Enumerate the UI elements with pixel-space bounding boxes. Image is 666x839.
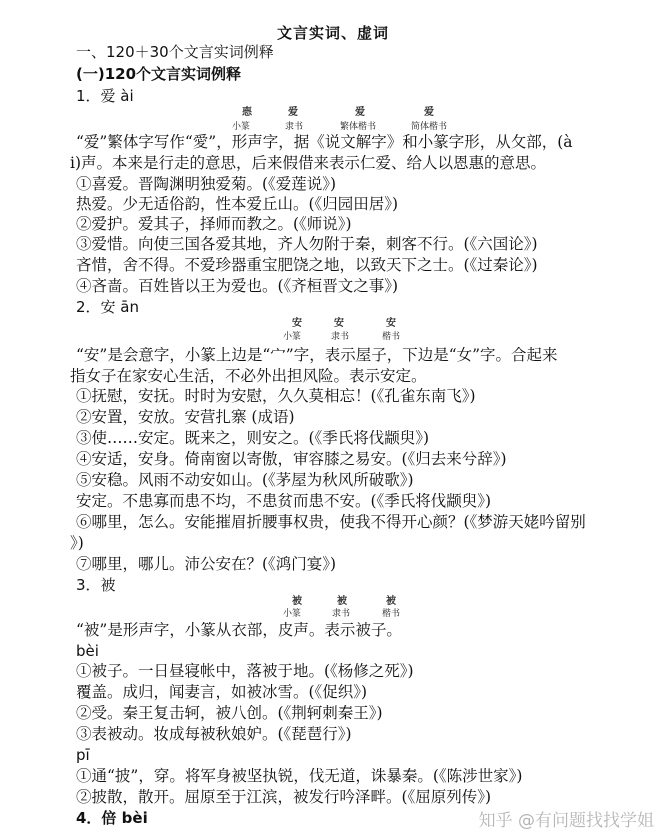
script-caption: 繁体楷书 xyxy=(340,122,377,132)
script-glyph-regular: 被 xyxy=(386,596,396,607)
sense-line: ①通“披”，穿。将军身被坚执锐，伐无道，诛暴秦。(《陈涉世家》) xyxy=(76,767,523,785)
pronunciation: bèi xyxy=(76,642,99,660)
sense-line: 吝惜，舍不得。不爱珍器重宝肥饶之地，以致天下之士。(《过秦论》) xyxy=(76,256,538,274)
entry-intro: “被”是形声字，小篆从衣部，皮声。表示被子。 xyxy=(76,621,402,639)
script-glyph-seal: 安 xyxy=(292,318,302,329)
script-caption: 小篆 xyxy=(283,609,302,619)
sense-line: ①喜爱。晋陶渊明独爱菊。(《爱莲说》) xyxy=(76,175,337,193)
sense-line: 》) xyxy=(70,534,84,552)
pronunciation: pī xyxy=(76,746,90,764)
sense-line: 覆盖。成归，闻妻言，如被冰雪。(《促织》) xyxy=(76,683,368,701)
script-caption: 隶书 xyxy=(331,332,350,342)
sense-line: ⑤安稳。风雨不动安如山。(《茅屋为秋风所破歌》) xyxy=(76,471,414,489)
entry-heading-bei: 3．被 xyxy=(76,576,116,594)
entry-heading-ai: 1．爱 ài xyxy=(76,87,134,105)
document-title: 文言实词、虚词 xyxy=(276,24,389,42)
script-caption: 小篆 xyxy=(232,122,251,132)
script-caption: 小篆 xyxy=(283,332,302,342)
script-glyph-seal: 被 xyxy=(292,596,302,607)
entry-intro: 指女子在家安心生活，不必外出担风险。表示安定。 xyxy=(70,367,427,385)
sense-line: ③使……安定。既来之，则安之。(《季氏将伐颛臾》) xyxy=(76,429,430,447)
entry-intro: i)声。本来是行走的意思，后来假借来表示仁爱、给人以恩惠的意思。 xyxy=(70,154,547,172)
sense-line: ④安适，安身。倚南窗以寄傲，审容膝之易安。(《归去来兮辞》) xyxy=(76,450,507,468)
entry-heading-an: 2．安 ān xyxy=(76,298,140,316)
sense-line: 热爱。少无适俗韵，性本爱丘山。(《归园田居》) xyxy=(76,195,399,213)
script-caption: 简体楷书 xyxy=(411,122,448,132)
script-glyph-clerical: 爱 xyxy=(288,107,298,118)
entry-heading-bei4: 4．倍 bèi xyxy=(76,809,148,827)
sense-line: ④吝啬。百姓皆以王为爱也。(《齐桓晋文之事》) xyxy=(76,277,399,295)
sense-line: ②受。秦王复击轲，被八创。(《荆轲刺秦王》) xyxy=(76,704,383,722)
script-caption: 隶书 xyxy=(332,609,351,619)
entry-intro: “爱”繁体字写作“愛”，形声字，据《说文解字》和小篆字形，从攵部，(à xyxy=(76,133,573,151)
script-caption: 楷书 xyxy=(382,609,401,619)
entry-intro: “安”是会意字，小篆上边是“宀”字，表示屋子，下边是“女”字。合起来 xyxy=(76,346,558,364)
sense-line: ②安置，安放。安营扎寨 (成语) xyxy=(76,408,295,426)
sense-line: ②披散，散开。屈原至于江滨，被发行吟泽畔。(《屈原列传》) xyxy=(76,788,492,806)
script-caption: 楷书 xyxy=(382,332,401,342)
script-caption: 隶书 xyxy=(285,122,304,132)
sense-line: ⑦哪里，哪儿。沛公安在？(《鸿门宴》) xyxy=(76,555,337,573)
sense-line: 安定。不患寡而患不均，不患贫而患不安。(《季氏将伐颛臾》) xyxy=(76,492,492,510)
sense-line: ⑥哪里，怎么。安能摧眉折腰事权贵，使我不得开心颜？(《梦游天姥吟留别 xyxy=(76,513,586,531)
sense-line: ②爱护。爱其子，择师而教之。(《师说》) xyxy=(76,215,352,233)
script-glyph-clerical: 安 xyxy=(334,318,344,329)
sense-line: ③爱惜。向使三国各爱其地，齐人勿附于秦，刺客不行。(《六国论》) xyxy=(76,235,538,253)
script-glyph-simplified: 爱 xyxy=(424,107,434,118)
script-glyph-seal: 𢛳 xyxy=(242,107,252,118)
watermark: 知乎 @有问题找找学姐 xyxy=(478,811,654,831)
script-glyph-clerical: 被 xyxy=(337,596,347,607)
section-heading: 一、120＋30个文言实词例释 xyxy=(76,43,274,61)
sense-line: ①抚慰，安抚。时时为安慰，久久莫相忘！(《孔雀东南飞》) xyxy=(76,387,476,405)
script-glyph-regular: 安 xyxy=(386,318,396,329)
sense-line: ③表被动。妆成每被秋娘妒。(《琵琶行》) xyxy=(76,725,352,743)
sense-line: ①被子。一日昼寝帐中，落被于地。(《杨修之死》) xyxy=(76,662,414,680)
script-glyph-traditional: 爱 xyxy=(355,107,365,118)
subsection-heading: (一)120个文言实词例释 xyxy=(76,65,242,83)
